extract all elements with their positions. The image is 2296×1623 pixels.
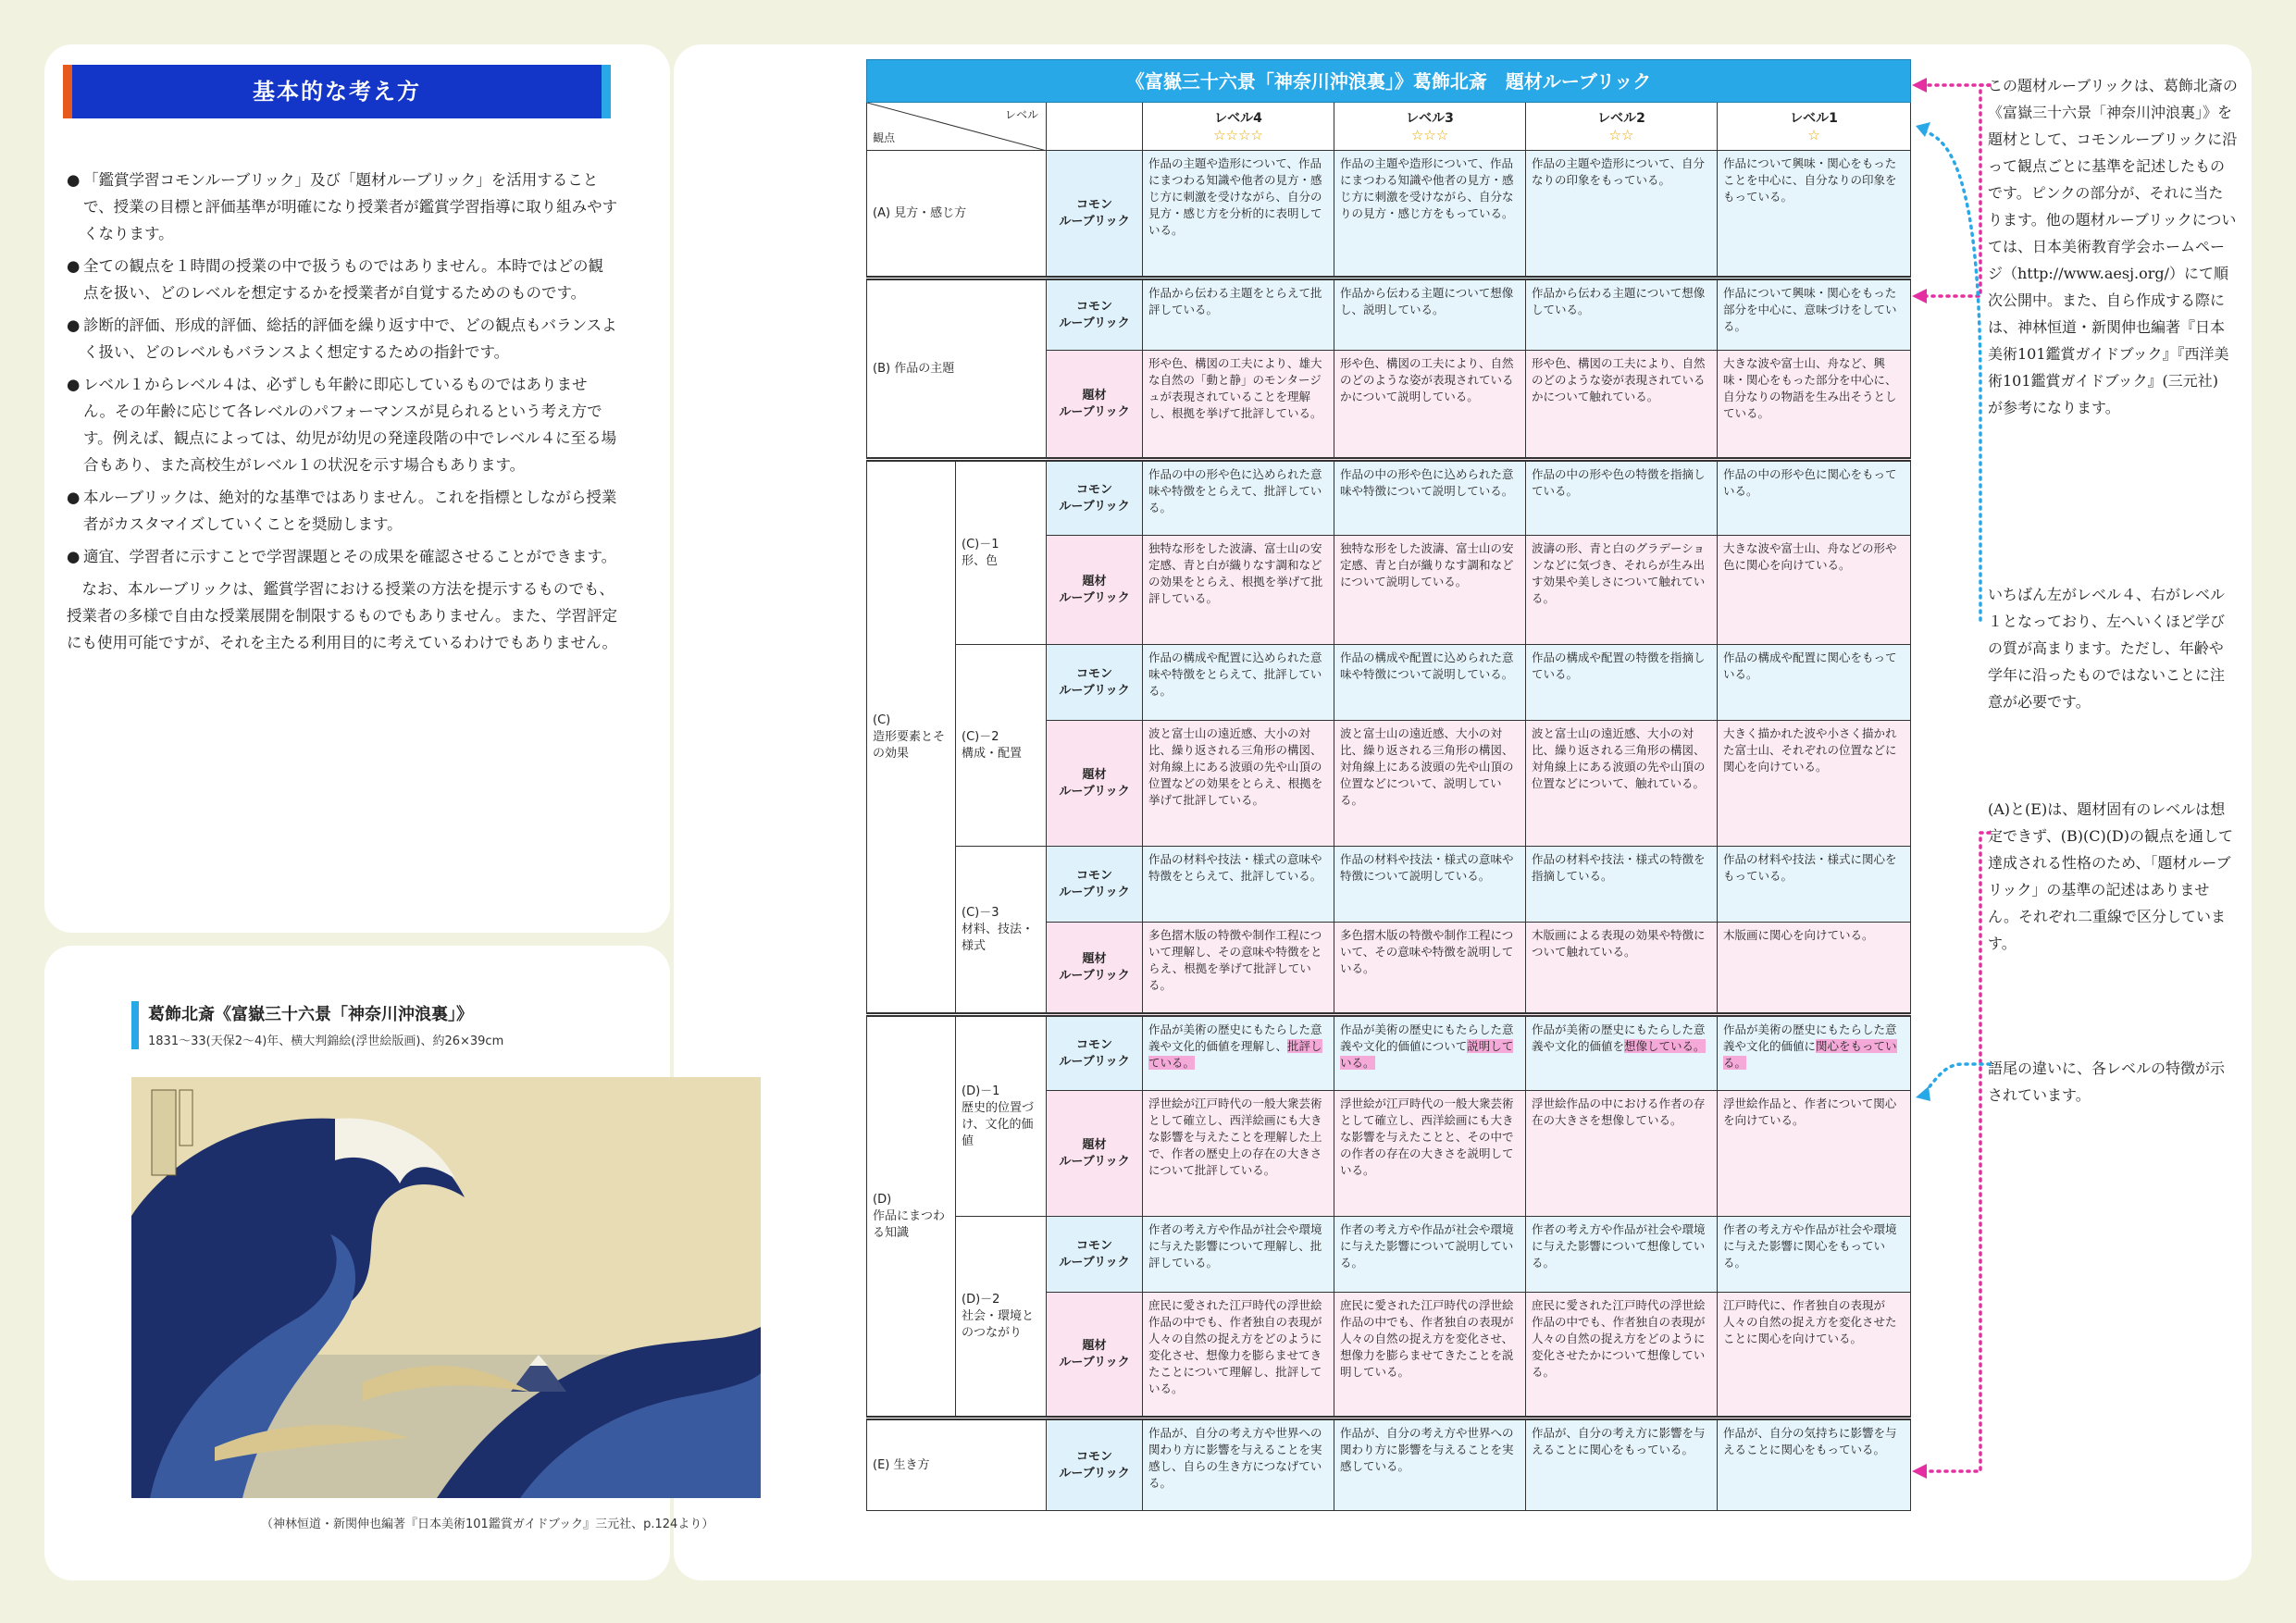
bullet-item xyxy=(67,543,618,570)
sub-viewpoint-d1: (D)－1 歴史的位置づけ、文化的価値 xyxy=(956,1015,1047,1217)
side-note-a-e: (A)と(E)は、題材固有のレベルは想定できず、(B)(C)(D)の観点を通して達成される性格のため、「題材ルーブリック」の基準の記述はありません。それぞれ二重線で区分しています。 xyxy=(1988,800,2234,952)
bullet-text: 「鑑賞学習コモンルーブリック」及び「題材ルーブリック」を活用することで、授業の目標と評価基準が明確になり授業者が鑑賞学習指導に取り組みやすくなります。 xyxy=(83,171,618,242)
rubric-cell: 波と富士山の遠近感、大小の対比、繰り返される三角形の構図、対角線上にある波頭の先や山頂の位置などについて、説明している。 xyxy=(1334,721,1526,847)
header-viewpoint-label: 観点 xyxy=(873,131,896,144)
rubric-cell: 作品について興味・関心をもったことを中心に、自分なりの印象をもっている。 xyxy=(1718,151,1911,279)
cell-text: 作品が美術の歴史にもたらした意義や文化的価値に xyxy=(1723,1022,1897,1053)
type-common: コモン ルーブリック xyxy=(1047,460,1143,536)
bullet-text: レベル１からレベル４は、必ずしも年齢に即応しているものではありません。その年齢に応じて各レベルのパフォーマンスが見られるという考え方です。例えば、観点によっては、幼児が幼児の発達段階の中でレベル４に至る場合もあり、また高校生がレベル１の状況を示す場合もあります。 xyxy=(83,376,617,474)
rubric-cell xyxy=(1143,1015,1334,1091)
rubric-cell: 作品の材料や技法・様式の意味や特徴をとらえて、批評している。 xyxy=(1143,847,1334,923)
type-subject: 題材 ルーブリック xyxy=(1047,923,1143,1015)
viewpoint-a: (A) 見方・感じ方 xyxy=(867,151,1047,279)
rubric-cell: 形や色、構図の工夫により、雄大な自然の「動と静」のモンタージュが表現されていることを理解し、根拠を挙げて批評している。 xyxy=(1143,351,1334,460)
connector-arrows xyxy=(1906,65,1999,1490)
type-common: コモン ルーブリック xyxy=(1047,1419,1143,1511)
rubric-cell xyxy=(1526,1015,1718,1091)
rubric-cell: 作品の中の形や色の特徴を指摘している。 xyxy=(1526,460,1718,536)
viewpoint-d: (D) 作品にまつわる知識 xyxy=(867,1015,956,1419)
type-common: コモン ルーブリック xyxy=(1047,1217,1143,1293)
rubric-cell: 作品の材料や技法・様式に関心をもっている。 xyxy=(1718,847,1911,923)
rubric-cell: 作者の考え方や作品が社会や環境に与えた影響について想像している。 xyxy=(1526,1217,1718,1293)
star-icon: ☆☆☆ xyxy=(1410,126,1449,143)
rubric-cell: 作品の構成や配置に関心をもっている。 xyxy=(1718,645,1911,721)
rubric-cell: 作品が、自分の考え方や世界への関わり方に影響を与えることを実感している。 xyxy=(1334,1419,1526,1511)
type-subject: 題材 ルーブリック xyxy=(1047,721,1143,847)
rubric-cell: 作品の主題や造形について、自分なりの印象をもっている。 xyxy=(1526,151,1718,279)
bullet-item xyxy=(67,167,618,247)
rubric-cell: 作品の構成や配置に込められた意味や特徴をとらえて、批評している。 xyxy=(1143,645,1334,721)
rubric-cell: 作品の主題や造形について、作品にまつわる知識や他者の見方・感じ方に刺激を受けながら、自分なりの見方・感じ方をもっている。 xyxy=(1334,151,1526,279)
side-note-endings: 語尾の違いに、各レベルの特徴が示されています。 xyxy=(1988,1059,2226,1104)
type-common: コモン ルーブリック xyxy=(1047,847,1143,923)
rubric-cell: 浮世絵作品と、作者について関心を向けている。 xyxy=(1718,1091,1911,1217)
type-subject: 題材 ルーブリック xyxy=(1047,1293,1143,1419)
rubric-cell: 作品の構成や配置の特徴を指摘している。 xyxy=(1526,645,1718,721)
image-credit: （神林恒道・新関伸也編著『日本美術101鑑賞ガイドブック』三元社、p.124より） xyxy=(261,1518,714,1531)
bullet-mark: ● xyxy=(67,257,81,275)
rubric-cell: 江戸時代に、作者独自の表現が人々の自然の捉え方を変化させたことに関心を向けている。 xyxy=(1718,1293,1911,1419)
level-name: レベル2 xyxy=(1597,110,1645,126)
rubric-cell: 作品が、自分の気持ちに影響を与えることに関心をもっている。 xyxy=(1718,1419,1911,1511)
rubric-cell: 作品の主題や造形について、作品にまつわる知識や他者の見方・感じ方に刺激を受けながら、自分の見方・感じ方を分析的に表明している。 xyxy=(1143,151,1334,279)
bullet-mark: ● xyxy=(67,316,81,334)
cell-text: 作品が美術の歴史にもたらした意義や文化的価値について xyxy=(1340,1022,1514,1053)
rubric-cell: 作品から伝わる主題について想像している。 xyxy=(1526,279,1718,351)
bullet-item xyxy=(67,253,618,306)
sub-viewpoint-c2: (C)－2 構成・配置 xyxy=(956,645,1047,847)
rubric-cell xyxy=(1334,1015,1526,1091)
bullet-mark: ● xyxy=(67,171,81,189)
rubric-cell: 木版画による表現の効果や特徴について触れている。 xyxy=(1526,923,1718,1015)
rubric-cell: 作品の中の形や色に込められた意味や特徴について説明している。 xyxy=(1334,460,1526,536)
rubric-cell: 形や色、構図の工夫により、自然のどのような姿が表現されているかについて触れている。 xyxy=(1526,351,1718,460)
type-subject: 題材 ルーブリック xyxy=(1047,351,1143,460)
sub-viewpoint-d2: (D)－2 社会・環境とのつながり xyxy=(956,1217,1047,1419)
side-note-level-order: いちばん左がレベル４、右がレベル１となっており、左へいくほど学びの質が高まります。ただし、年齢や学年に沿ったものではないことに注意が必要です。 xyxy=(1988,586,2226,711)
bullet-mark: ● xyxy=(67,548,81,565)
sub-viewpoint-c1: (C)－1 形、色 xyxy=(956,460,1047,645)
rubric-cell: 作品の中の形や色に込められた意味や特徴をとらえて、批評している。 xyxy=(1143,460,1334,536)
bullet-item xyxy=(67,371,618,478)
ending-highlight: 想像している。 xyxy=(1624,1039,1706,1053)
ending-highlight: 関心をもっている。 xyxy=(1723,1039,1897,1070)
rubric-cell: 波と富士山の遠近感、大小の対比、繰り返される三角形の構図、対角線上にある波頭の先や山頂の位置などについて、触れている。 xyxy=(1526,721,1718,847)
level-name: レベル1 xyxy=(1790,110,1838,126)
rubric-cell: 庶民に愛された江戸時代の浮世絵作品の中でも、作者独自の表現が人々の自然の捉え方を変化させ、想像力を膨らませてきたことを説明している。 xyxy=(1334,1293,1526,1419)
star-icon: ☆☆☆☆ xyxy=(1213,126,1263,143)
rubric-cell: 浮世絵が江戸時代の一般大衆芸術として確立し、西洋絵画にも大きな影響を与えたことと、その中での作者の存在の大きさを説明している。 xyxy=(1334,1091,1526,1217)
rubric-cell: 木版画に関心を向けている。 xyxy=(1718,923,1911,1015)
star-icon: ☆☆ xyxy=(1608,126,1634,143)
header-level-2 xyxy=(1526,103,1718,151)
ending-highlight: 批評している。 xyxy=(1148,1039,1322,1070)
artwork-title: 葛飾北斎《富嶽三十六景「神奈川沖浪裏」》 xyxy=(148,1005,473,1024)
rubric-cell: 多色摺木版の特徴や制作工程について、その意味や特徴を説明している。 xyxy=(1334,923,1526,1015)
rubric-cell: 作者の考え方や作品が社会や環境に与えた影響について説明している。 xyxy=(1334,1217,1526,1293)
closing-note: なお、本ルーブリックは、鑑賞学習における授業の方法を提示するものでも、授業者の多様で自由な授業展開を制限するものでもありません。また、学習評定にも使用可能ですが、それを主たる利用目的に考えているわけでもありません。 xyxy=(67,580,617,651)
rubric-table xyxy=(866,59,1911,1511)
rubric-cell: 波と富士山の遠近感、大小の対比、繰り返される三角形の構図、対角線上にある波頭の先や山頂の位置などの効果をとらえ、根拠を挙げて批評している。 xyxy=(1143,721,1334,847)
rubric-cell: 作品が、自分の考え方に影響を与えることに関心をもっている。 xyxy=(1526,1419,1718,1511)
ending-highlight: 説明している。 xyxy=(1340,1039,1514,1070)
rubric-cell: 大きく描かれた波や小さく描かれた富士山、それぞれの位置などに関心を向けている。 xyxy=(1718,721,1911,847)
rubric-cell: 作品の材料や技法・様式の意味や特徴について説明している。 xyxy=(1334,847,1526,923)
header-type-blank xyxy=(1047,103,1143,151)
rubric-cell: 独特な形をした波濤、富士山の安定感、青と白が織りなす調和などについて説明している。 xyxy=(1334,536,1526,645)
header-level-label: レベル xyxy=(1004,108,1038,121)
level-name: レベル4 xyxy=(1214,110,1262,126)
caption-accent xyxy=(131,1001,139,1049)
type-common: コモン ルーブリック xyxy=(1047,151,1143,279)
rubric-cell: 作者の考え方や作品が社会や環境に与えた影響に関心をもっている。 xyxy=(1718,1217,1911,1293)
sub-viewpoint-c3: (C)－3 材料、技法・様式 xyxy=(956,847,1047,1015)
rubric-cell: 作品の中の形や色に関心をもっている。 xyxy=(1718,460,1911,536)
section-title: 基本的な考え方 xyxy=(63,65,611,118)
rubric-cell: 波濤の形、青と白のグラデーションなどに気づき、それらが生み出す効果や美しさについて触れている。 xyxy=(1526,536,1718,645)
bullet-text: 適宜、学習者に示すことで学習課題とその成果を確認させることができます。 xyxy=(83,548,617,565)
header-level-3 xyxy=(1334,103,1526,151)
bullet-text: 本ルーブリックは、絶対的な基準ではありません。これを指標としながら授業者がカスタマイズしていくことを奨励します。 xyxy=(83,489,617,533)
rubric-cell: 庶民に愛された江戸時代の浮世絵作品の中でも、作者独自の表現が人々の自然の捉え方をどのように変化させ、想像力を膨らませてきたことについて理解し、批評している。 xyxy=(1143,1293,1334,1419)
type-common: コモン ルーブリック xyxy=(1047,1015,1143,1091)
viewpoint-c: (C) 造形要素とその効果 xyxy=(867,460,956,1015)
rubric-cell: 作者の考え方や作品が社会や環境に与えた影響について理解し、批評している。 xyxy=(1143,1217,1334,1293)
header-level-4 xyxy=(1143,103,1334,151)
bullet-mark: ● xyxy=(67,376,81,393)
header-corner xyxy=(867,103,1047,151)
rubric-cell: 浮世絵が江戸時代の一般大衆芸術として確立し、西洋絵画にも大きな影響を与えたことを理解した上で、作者の歴史上の存在の大きさについて批評している。 xyxy=(1143,1091,1334,1217)
bullet-item xyxy=(67,484,618,538)
rubric-cell: 作品の構成や配置に込められた意味や特徴について説明している。 xyxy=(1334,645,1526,721)
rubric-cell: 庶民に愛された江戸時代の浮世絵作品の中でも、作者独自の表現が人々の自然の捉え方をどのように変化させたかについて想像している。 xyxy=(1526,1293,1718,1419)
bullet-mark: ● xyxy=(67,489,81,506)
level-name: レベル3 xyxy=(1406,110,1454,126)
bullet-list xyxy=(67,167,618,656)
artwork-subtitle: 1831～33(天保2～4)年、横大判錦絵(浮世絵版画)、約26×39cm xyxy=(148,1035,504,1048)
rubric-cell: 大きな波や富士山、舟など、興味・関心をもった部分を中心に、自分なりの物語を生み出そうとしている。 xyxy=(1718,351,1911,460)
type-common: コモン ルーブリック xyxy=(1047,645,1143,721)
rubric-cell: 作品について興味・関心をもった部分を中心に、意味づけをしている。 xyxy=(1718,279,1911,351)
type-common: コモン ルーブリック xyxy=(1047,279,1143,351)
rubric-cell: 作品が、自分の考え方や世界への関わり方に影響を与えることを実感し、自らの生き方につなげている。 xyxy=(1143,1419,1334,1511)
rubric-cell: 大きな波や富士山、舟などの形や色に関心を向けている。 xyxy=(1718,536,1911,645)
rubric-cell: 作品の材料や技法・様式の特徴を指摘している。 xyxy=(1526,847,1718,923)
viewpoint-e: (E) 生き方 xyxy=(867,1419,1047,1511)
type-subject: 題材 ルーブリック xyxy=(1047,1091,1143,1217)
viewpoint-b: (B) 作品の主題 xyxy=(867,279,1047,460)
great-wave-image xyxy=(131,1077,761,1498)
rubric-cell: 作品から伝わる主題をとらえて批評している。 xyxy=(1143,279,1334,351)
bullet-item xyxy=(67,312,618,365)
star-icon: ☆ xyxy=(1807,126,1820,143)
type-subject: 題材 ルーブリック xyxy=(1047,536,1143,645)
bullet-text: 診断的評価、形成的評価、総括的評価を繰り返す中で、どの観点もバランスよく扱い、どのレベルもバランスよく想定するための指針です。 xyxy=(83,316,617,361)
rubric-cell xyxy=(1718,1015,1911,1091)
cell-text: 作品が美術の歴史にもたらした意義や文化的価値を xyxy=(1532,1022,1706,1053)
rubric-cell: 多色摺木版の特徴や制作工程について理解し、その意味や特徴をとらえ、根拠を挙げて批評している。 xyxy=(1143,923,1334,1015)
rubric-cell: 形や色、構図の工夫により、自然のどのような姿が表現されているかについて説明している。 xyxy=(1334,351,1526,460)
cell-text: 作品が美術の歴史にもたらした意義や文化的価値を理解し、 xyxy=(1148,1022,1322,1053)
side-note-pink-parts: この題材ルーブリックは、葛飾北斎の《富嶽三十六景「神奈川沖浪裏」》を題材として、コモンルーブリックに沿って観点ごとに基準を記述したものです。ピンクの部分が、それに当たります。他の題材ルーブリックについては、日本美術教育学会ホームページ（http://www.aesj.org/）にて順次公開中。また、自ら作成する際には、神林恒道・新関伸也編著『日本美術101鑑賞ガイドブック』『西洋美術101鑑賞ガイドブック』(三元社) が参考になります。 xyxy=(1988,77,2238,416)
rubric-title: 《富嶽三十六景「神奈川沖浪裏」》葛飾北斎 題材ルーブリック xyxy=(867,60,1911,103)
bullet-text: 全ての観点を１時間の授業の中で扱うものではありません。本時ではどの観点を扱い、どのレベルを想定するかを授業者が自覚するためのものです。 xyxy=(83,257,603,302)
rubric-cell: 浮世絵作品の中における作者の存在の大きさを想像している。 xyxy=(1526,1091,1718,1217)
rubric-cell: 独特な形をした波濤、富士山の安定感、青と白が織りなす調和などの効果をとらえ、根拠を挙げて批評している。 xyxy=(1143,536,1334,645)
rubric-cell: 作品から伝わる主題について想像し、説明している。 xyxy=(1334,279,1526,351)
header-level-1 xyxy=(1718,103,1911,151)
